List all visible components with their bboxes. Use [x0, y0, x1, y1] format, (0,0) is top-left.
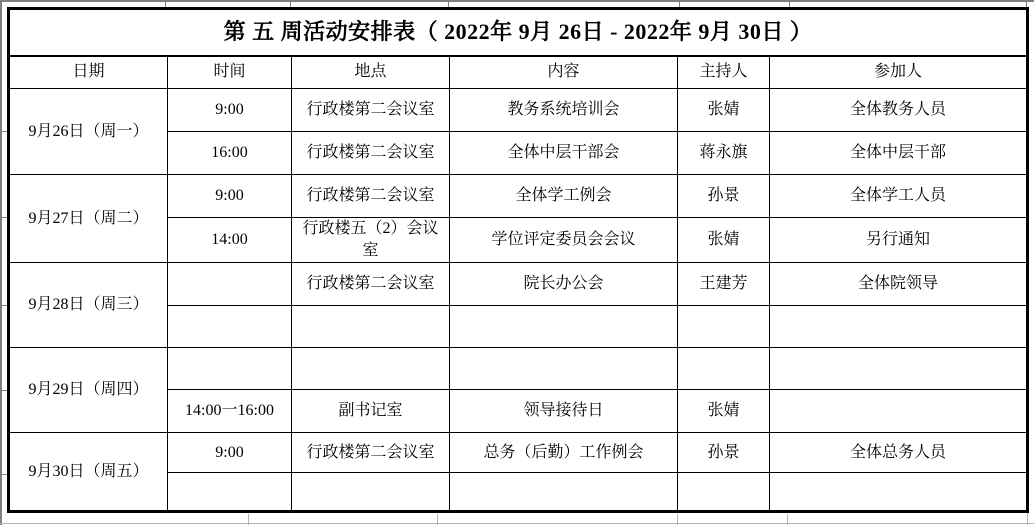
- grid-tick: [787, 514, 788, 525]
- location-cell: 行政楼第二会议室: [292, 263, 450, 306]
- host-cell: [678, 473, 770, 511]
- date-cell: 9月26日（周一）: [10, 89, 168, 175]
- host-cell: 王建芳: [678, 263, 770, 306]
- grid-tick: [437, 514, 438, 525]
- participants-cell: [770, 473, 1027, 511]
- time-cell: [168, 263, 292, 306]
- host-cell: 孙景: [678, 175, 770, 218]
- time-cell: [168, 473, 292, 511]
- column-header-date: 日期: [10, 56, 168, 89]
- host-cell: 蒋永旗: [678, 132, 770, 175]
- host-cell: 孙景: [678, 433, 770, 473]
- date-cell: 9月30日（周五）: [10, 433, 168, 511]
- participants-cell: [770, 348, 1027, 390]
- host-cell: 张婧: [678, 89, 770, 132]
- content-cell: [450, 473, 678, 511]
- location-cell: 行政楼第二会议室: [292, 175, 450, 218]
- host-cell: [678, 306, 770, 348]
- participants-cell: 全体院领导: [770, 263, 1027, 306]
- participants-cell: [770, 306, 1027, 348]
- grid-line-left: [0, 0, 2, 525]
- participants-cell: 全体教务人员: [770, 89, 1027, 132]
- page-title: 第 五 周活动安排表（ 2022年 9月 26日 - 2022年 9月 30日 ）: [10, 10, 1027, 56]
- content-cell: 总务（后勤）工作例会: [450, 433, 678, 473]
- location-cell: 行政楼第二会议室: [292, 132, 450, 175]
- time-cell: 9:00: [168, 433, 292, 473]
- table-row: [10, 348, 1027, 390]
- time-cell: [168, 306, 292, 348]
- weekly-schedule-table: [7, 7, 1029, 513]
- content-cell: 院长办公会: [450, 263, 678, 306]
- host-cell: [678, 348, 770, 390]
- table-row: [10, 263, 1027, 306]
- date-cell: 9月27日（周二）: [10, 175, 168, 263]
- grid-tick: [677, 514, 678, 525]
- grid-line-top: [0, 0, 1034, 2]
- column-header-participants: 参加人: [770, 56, 1027, 89]
- header-row: [10, 56, 1027, 89]
- location-cell: [292, 473, 450, 511]
- time-cell: 9:00: [168, 175, 292, 218]
- grid-tick: [248, 514, 249, 525]
- grid-tick: [1027, 513, 1028, 525]
- time-cell: 14:00: [168, 218, 292, 263]
- date-cell: 9月29日（周四）: [10, 348, 168, 433]
- content-cell: 全体中层干部会: [450, 132, 678, 175]
- date-cell: 9月28日（周三）: [10, 263, 168, 348]
- table-row: [10, 433, 1027, 473]
- participants-cell: [770, 390, 1027, 433]
- time-cell: 14:00一16:00: [168, 390, 292, 433]
- participants-cell: 全体总务人员: [770, 433, 1027, 473]
- column-header-host: 主持人: [678, 56, 770, 89]
- location-cell: 行政楼第二会议室: [292, 433, 450, 473]
- location-cell: 副书记室: [292, 390, 450, 433]
- content-cell: 领导接待日: [450, 390, 678, 433]
- participants-cell: 全体学工人员: [770, 175, 1027, 218]
- table-row: [10, 89, 1027, 132]
- column-header-time: 时间: [168, 56, 292, 89]
- time-cell: 9:00: [168, 89, 292, 132]
- title-row: [10, 10, 1027, 56]
- column-header-location: 地点: [292, 56, 450, 89]
- content-cell: [450, 306, 678, 348]
- time-cell: 16:00: [168, 132, 292, 175]
- content-cell: [450, 348, 678, 390]
- column-header-content: 内容: [450, 56, 678, 89]
- content-cell: 全体学工例会: [450, 175, 678, 218]
- participants-cell: 另行通知: [770, 218, 1027, 263]
- participants-cell: 全体中层干部: [770, 132, 1027, 175]
- location-cell: 行政楼五（2）会议室: [292, 218, 450, 263]
- location-cell: [292, 348, 450, 390]
- table-row: [10, 175, 1027, 218]
- host-cell: 张婧: [678, 218, 770, 263]
- grid-line-bottom: [0, 523, 1034, 524]
- location-cell: [292, 306, 450, 348]
- content-cell: 教务系统培训会: [450, 89, 678, 132]
- content-cell: 学位评定委员会会议: [450, 218, 678, 263]
- location-cell: 行政楼第二会议室: [292, 89, 450, 132]
- host-cell: 张婧: [678, 390, 770, 433]
- time-cell: [168, 348, 292, 390]
